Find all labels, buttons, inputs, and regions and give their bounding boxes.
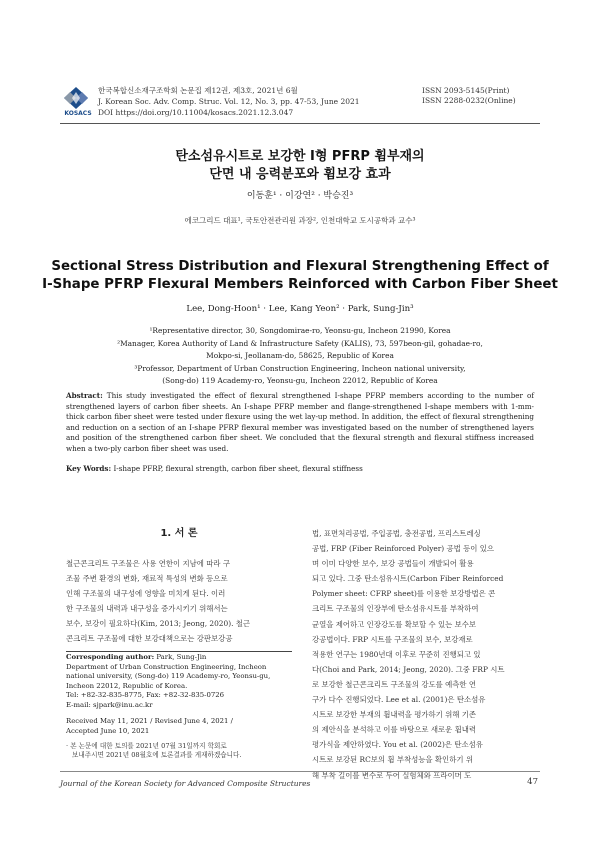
text-line: 평가식을 제안하였다. You et al. (2002)은 탄소섬유 [312, 740, 483, 750]
text-line: 의 제안식을 분석하고 이를 바탕으로 새로운 휨내력 [312, 725, 477, 735]
issn-online: ISSN 2288-0232(Online) [422, 96, 516, 105]
correspondence-line2: national university, (Song-do) 119 Academy-ro, Yeonsu-gu, [66, 672, 271, 680]
key-words-label: Key Words: [66, 464, 112, 473]
text-line: Polymer sheet: CFRP sheet)를 이용한 보강방법은 콘 [312, 589, 496, 599]
english-title-line2: I-Shape PFRP Flexural Members Reinforced with Carbon Fiber Sheet [42, 277, 558, 292]
text-line: 철근콘크리트 구조물은 사용 연한이 지남에 따라 구 [66, 559, 231, 568]
text-line: 공법, FRP (Fiber Reinforced Polyer) 공법 등이 있으 [312, 544, 495, 554]
accepted-date: Accepted June 10, 2021 [66, 726, 150, 735]
kosacs-logo-icon [60, 86, 92, 110]
doi-line: DOI https://doi.org/10.11004/kosacs.2021.12.3.047 [98, 108, 294, 117]
page-number: 47 [527, 777, 538, 787]
affiliation-4: ³Professor, Department of Urban Construction Engineering, Incheon national university, [134, 363, 466, 373]
text-line: 콘크리트 구조물에 대한 보강대책으로는 강판보강공 [66, 634, 233, 644]
discussion-note [66, 742, 292, 760]
text-line: 인해 구조물의 내구성에 영향을 미치게 된다. 이러 [66, 589, 226, 599]
abstract [66, 391, 534, 455]
text-line: 로 보강한 철근콘크리트 구조물의 강도를 예측한 연 [312, 679, 477, 689]
text-line: 크리트 구조물의 인장부에 탄소섬유시트를 부착하여 [312, 604, 479, 614]
text-line: 한 구조물의 내력과 내구성을 증가시키기 위해서는 [66, 604, 228, 614]
affiliation-5: (Song-do) 119 Academy-ro, Yeonsu-gu, Incheon 22012, Republic of Korea [162, 376, 438, 385]
text-line: 보수, 보강이 필요하다(Kim, 2013; Jeong, 2020). 철근 [66, 619, 251, 629]
received-block [66, 717, 292, 736]
correspondence-block [66, 653, 292, 710]
affiliation-1: ¹Representative director, 30, Songdomirae-ro, Yeonsu-gu, Incheon 21990, Korea [149, 326, 451, 335]
section-heading: 1. 서 론 [160, 528, 198, 539]
journal-korean-line: 한국복합신소재구조학회 논문집 제12권, 제3호, 2021년 6월 [98, 86, 298, 95]
text-line: 적용한 연구는 1980년대 이후로 꾸준히 진행되고 있 [312, 649, 481, 659]
text-line: 균열을 제어하고 인장강도를 확보할 수 있는 보수보 [312, 619, 477, 629]
text-line: 조물 주변 환경의 변화, 재료적 특성의 변화 등으로 [66, 574, 228, 584]
text-line: 며 이미 다양한 보수, 보강 공법들이 개발되어 활용 [312, 559, 474, 569]
correspondence-line3: Incheon 22012, Republic of Korea. [66, 681, 188, 690]
text-line: 법, 표면처리공법, 주입공법, 충전공법, 프리스트레싱 [312, 529, 481, 538]
korean-affiliations: 에코그리드 대표¹, 국토안전관리원 과장², 인천대학교 도시공학과 교수³ [184, 216, 416, 225]
received-dates: Received May 11, 2021 / Revised June 4, 2021 / [66, 717, 233, 725]
logo-text: KOSACS [64, 110, 92, 117]
text-line: 시트로 보강한 부재의 휨내력을 평가하기 위해 기존 [312, 710, 477, 720]
text-line: 되고 있다. 그중 탄소섬유시트(Carbon Fiber Reinforced [312, 574, 504, 584]
affiliation-2: ²Manager, Korea Authority of Land & Infrastructure Safety (KALIS), 73, 597beon-gil, gohadae-ro, [117, 338, 483, 348]
correspondence-line1: Department of Urban Construction Engineering, Incheon [66, 662, 267, 671]
text-line: 시트로 보강된 RC보의 휨 부착성능을 확인하기 위 [312, 755, 473, 765]
text-line: 다(Choi and Park, 2014; Jeong, 2020). 그중 FRP 시트 [312, 664, 505, 674]
right-column-text [312, 526, 534, 783]
korean-authors: 이동훈¹ · 이강연² · 박승진³ [246, 191, 354, 201]
issn-print: ISSN 2093-5145(Print) [422, 86, 510, 95]
discussion-note-line2: 보내주시면 2021년 08월호에 토론결과를 게재하겠습니다. [72, 751, 242, 759]
correspondence-label: Corresponding author: [66, 653, 155, 661]
footer-rule [60, 771, 540, 772]
affiliation-3: Mokpo-si, Jeollanam-do, 58625, Republic of Korea [206, 351, 394, 360]
correspondence-email: E-mail: sjpark@inu.ac.kr [66, 700, 153, 709]
correspondence-phone: Tel: +82-32-835-8775, Fax: +82-32-835-0726 [66, 691, 225, 699]
key-words-text: I-shape PFRP, flexural strength, carbon fiber sheet, flexural stiffness [113, 464, 363, 473]
text-line: 해 부착 길이를 변수로 두어 실험체와 프라이머 도 [312, 770, 472, 780]
korean-title-line2: 단면 내 응력분포와 휨보강 효과 [209, 167, 391, 182]
correspondence-rule [66, 651, 292, 652]
footer-journal-name: Journal of the Korean Society for Advanced Composite Structures [60, 779, 311, 788]
korean-title-line1: 탄소섬유시트로 보강한 I형 PFRP 휨부재의 [175, 149, 425, 164]
journal-english-line: J. Korean Soc. Adv. Comp. Struc. Vol. 12, No. 3, pp. 47-53, June 2021 [98, 97, 360, 106]
left-column-text [66, 556, 292, 647]
key-words [66, 464, 534, 473]
english-affiliations [60, 325, 540, 388]
text-line: 강공법이다. FRP 시트를 구조물의 보수, 보강재로 [312, 634, 473, 644]
english-authors: Lee, Dong-Hoon¹ · Lee, Kang Yeon² · Park, Sung-Jin³ [186, 304, 414, 314]
english-title-line1: Sectional Stress Distribution and Flexural Strengthening Effect of [51, 259, 549, 274]
abstract-label: Abstract: [66, 391, 103, 400]
text-line: 구가 다수 진행되었다. Lee et al. (2001)은 탄소섬유 [312, 695, 486, 705]
correspondence-name: Park, Sung-Jin [156, 653, 207, 661]
abstract-text: This study investigated the effect of flexural strengthened I-shape PFRP members according to the number of strengthened layers of carbon fiber sheets. An I-shape PFRP member and flange-strengthened I-shape members with 1-mm-thick carbon fiber sheet were tested under flexure using the wet lay-up method. In addition, the effect of flexural strengthening and reduction on a section of an I-shape PFRP flexural member was investigated based on the number of strengthened layers and position of the strengthened carbon fiber sheet. We concluded that the flexural strength and flexural stiffness increased when a two-ply carbon fiber sheet was used. [66, 391, 534, 453]
header-rule [60, 123, 540, 124]
discussion-note-line1: · 본 논문에 대한 토의를 2021년 07월 31일까지 학회로 [66, 742, 227, 750]
